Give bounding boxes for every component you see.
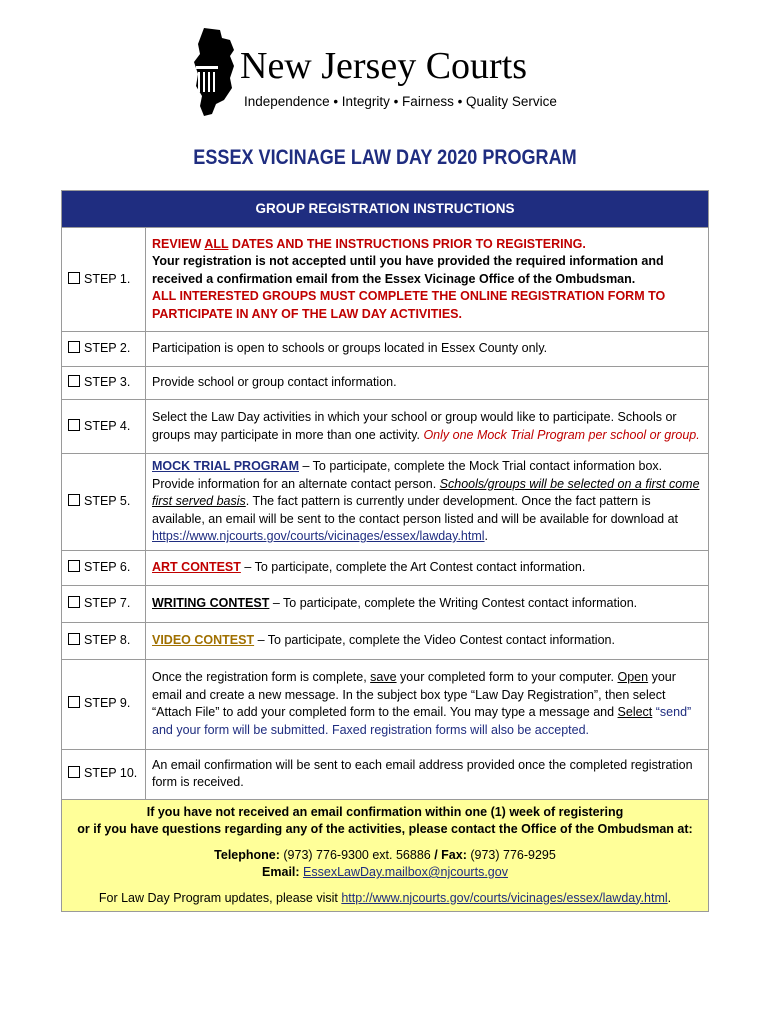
org-name: New Jersey Courts [240,45,528,87]
checkbox-icon[interactable] [68,560,80,572]
state-silhouette-logo-icon [190,26,238,118]
footer-line-2: or if you have questions regarding any of the activities, please contact the Office of the Ombudsman at: [77,822,693,836]
table-row: STEP 2. Participation is open to schools or groups located in Essex County only. [62,332,709,367]
checkbox-icon[interactable] [68,766,80,778]
table-row: STEP 7. WRITING CONTEST – To participate, complete the Writing Contest contact information. [62,585,709,622]
checkbox-icon[interactable] [68,696,80,708]
updates-line: For Law Day Program updates, please visit http://www.njcourts.gov/courts/vicinages/essex/lawday.html. [98,890,672,905]
step-content: REVIEW ALL DATES AND THE INSTRUCTIONS PRIOR TO REGISTERING. Your registration is not accepted until you have provided the required information and received a confirmation email from the Essex Vicinage Office of the Ombudsman. ALL INTERESTED GROUPS MUST COMPLETE THE ONLINE REGISTRATION FORM TO PARTICIPATE IN ANY OF THE LAW DAY ACTIVITIES. [146,228,709,332]
email-line: Email: EssexLawDay.mailbox@njcourts.gov [262,865,508,879]
table-header: GROUP REGISTRATION INSTRUCTIONS [62,191,709,228]
table-row: STEP 9. Once the registration form is complete, save your completed form to your computer. Open your email and create a new message. In the subject box type “Law Day Registration”, then select “Attach File” to add your completed form to the email. You may type a message and Select “send” and your form will be submitted. Faxed registration forms will also be accepted. [62,659,709,749]
lawday-link[interactable]: https://www.njcourts.gov/courts/vicinages/essex/lawday.html [152,529,485,543]
table-row: STEP 10. An email confirmation will be sent to each email address provided once the completed registration form is received. [62,749,709,799]
checkbox-icon[interactable] [68,272,80,284]
table-row: STEP 6. ART CONTEST – To participate, complete the Art Contest contact information. [62,550,709,585]
updates-link[interactable]: http://www.njcourts.gov/courts/vicinages/essex/lawday.html [341,890,668,905]
checkbox-icon[interactable] [68,341,80,353]
tagline: Independence • Integrity • Fairness • Quality Service [244,94,557,109]
footer-line-1: If you have not received an email confirmation within one (1) week of registering [146,804,624,819]
table-row: STEP 4. Select the Law Day activities in which your school or group would like to participate. Schools or groups may participate in more than one activity. Only one Mock Trial Program per school or group. [62,400,709,454]
step-label: STEP 1. [62,228,146,332]
njcourts-logo [190,26,570,126]
table-row: STEP 8. VIDEO CONTEST – To participate, complete the Video Contest contact information. [62,622,709,659]
table-row: STEP 3. Provide school or group contact information. [62,367,709,400]
email-link[interactable]: EssexLawDay.mailbox@njcourts.gov [303,865,508,879]
phone-fax-line: Telephone: (973) 776-9300 ext. 56886 / Fax: (973) 776-9295 [214,847,556,862]
table-row: STEP 5. MOCK TRIAL PROGRAM – To participate, complete the Mock Trial contact information box. Provide information for an alternate contact person. Schools/groups will be selected on a first come first served basis. The fact pattern is currently under development. Once the fact pattern is available, an email will be sent to the contact person listed and will be available for download at https://www.njcourts.gov/courts/vicinages/essex/lawday.html. [62,454,709,551]
contact-footer [62,799,709,912]
checkbox-icon[interactable] [68,596,80,608]
table-row [62,228,709,332]
instructions-table [61,190,709,912]
page-title: ESSEX VICINAGE LAW DAY 2020 PROGRAM [193,146,577,169]
checkbox-icon[interactable] [68,633,80,645]
checkbox-icon[interactable] [68,494,80,506]
checkbox-icon[interactable] [68,375,80,387]
checkbox-icon[interactable] [68,419,80,431]
